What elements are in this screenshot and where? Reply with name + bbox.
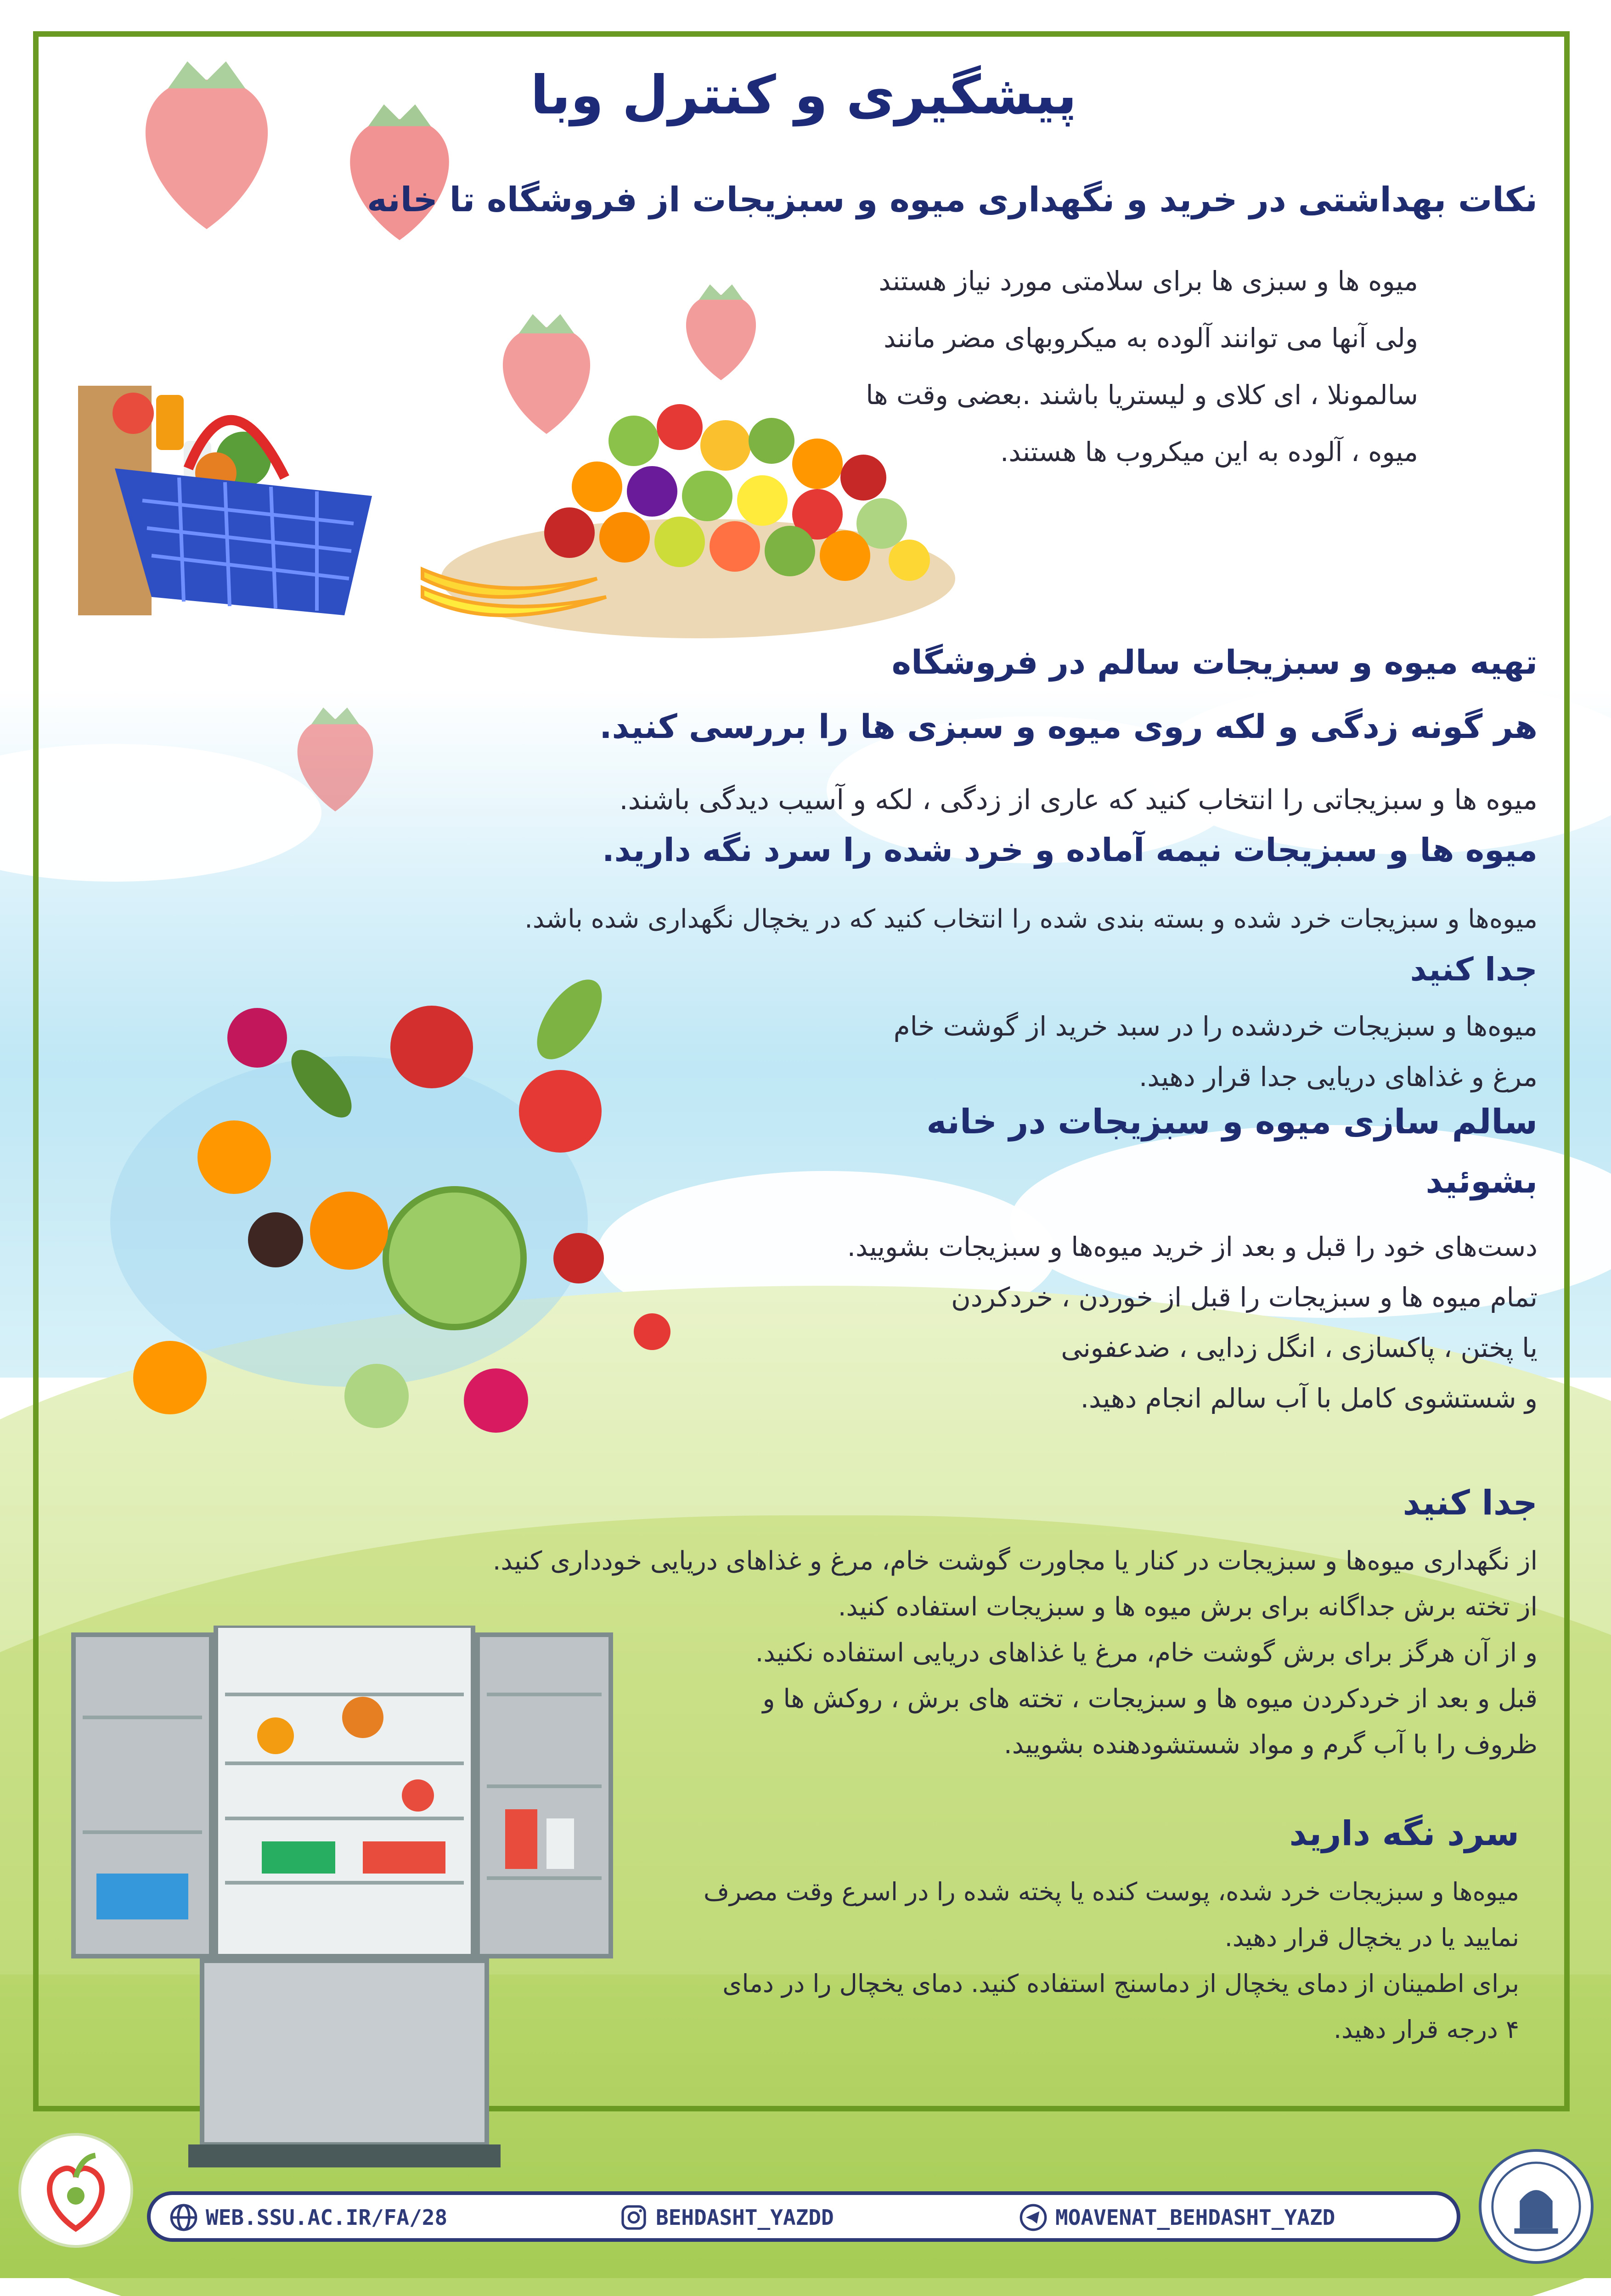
text-line: دست‌های خود را قبل و بعد از خرید میوه‌ها و سبزیجات بشویید. bbox=[847, 1231, 1538, 1262]
university-emblem-logo bbox=[1479, 2149, 1594, 2264]
section2-text-1: میوه ها و سبزیجاتی را انتخاب کنید که عاری از زدگی ، لکه و آسیب دیدگی باشند. bbox=[619, 784, 1538, 816]
page-title: پیشگیری و کنترل وبا bbox=[530, 64, 1077, 126]
section5-subheading: سرد نگه دارید bbox=[1289, 1814, 1519, 1853]
text-line: قبل و بعد از خردکردن میوه ها و سبزیجات ، تخته های برش ، روکش ها و bbox=[762, 1684, 1538, 1714]
text-line: از نگهداری میوه‌ها و سبزیجات در کنار یا مجاورت گوشت خام، مرغ و غذاهای دریایی خودداری کنید. bbox=[492, 1546, 1538, 1576]
section4-text bbox=[389, 1538, 1538, 1768]
fruit-splash-image bbox=[18, 964, 707, 1469]
instagram-icon bbox=[619, 2203, 648, 2232]
section2-subheading-2: میوه ها و سبزیجات نیمه آماده و خرد شده را سرد نگه دارید. bbox=[602, 831, 1538, 869]
text-line: میوه ، آلوده به این میکروب ها هستند. bbox=[1000, 436, 1418, 467]
text-line: مرغ و غذاهای دریایی جدا قرار دهید. bbox=[1138, 1061, 1538, 1092]
text-line: سالمونلا ، ای کلای و لیستریا باشند .بعضی وقت ها bbox=[866, 379, 1418, 411]
website-link[interactable] bbox=[169, 2201, 447, 2234]
text-line: میوه‌ها و سبزیجات خرد شده، پوست کنده یا پخته شده را در اسرع وقت مصرف bbox=[703, 1877, 1519, 1906]
text-line: از تخته برش جداگانه برای برش میوه ها و سبزیجات استفاده کنید. bbox=[838, 1592, 1538, 1622]
section1-text bbox=[775, 253, 1418, 480]
instagram-handle: BEHDASHT_YAZDD bbox=[656, 2205, 834, 2230]
section2-subheading-1: هر گونه زدگی و لکه روی میوه و سبزی ها را بررسی کنید. bbox=[599, 707, 1538, 746]
section3-text bbox=[711, 1221, 1538, 1424]
section3-subheading: بشوئید bbox=[1425, 1162, 1538, 1200]
section4-subheading: جدا کنید bbox=[1403, 1483, 1538, 1523]
telegram-link[interactable] bbox=[1019, 2201, 1335, 2234]
section2-text-2: میوه‌ها و سبزیجات خرد شده و بسته بندی شده را انتخاب کنید که در یخچال نگهداری شده باشد. bbox=[524, 904, 1538, 934]
text-line: میوه ها و سبزی ها برای سلامتی مورد نیاز هستند bbox=[879, 265, 1418, 297]
text-line: برای اطمینان از دمای یخچال از دماسنج استفاده کنید. دمای یخچال را در دمای bbox=[722, 1969, 1519, 1998]
text-line: میوه‌ها و سبزیجات خردشده را در سبد خرید از گوشت خام bbox=[893, 1011, 1538, 1042]
telegram-handle: MOAVENAT_BEHDASHT_YAZD bbox=[1055, 2205, 1335, 2230]
globe-icon bbox=[169, 2203, 198, 2232]
section3-heading: سالم سازی میوه و سبزیجات در خانه bbox=[926, 1102, 1538, 1142]
website-url: WEB.SSU.AC.IR/FA/28 bbox=[206, 2205, 448, 2230]
text-line: ۴ درجه قرار دهید. bbox=[1334, 2015, 1519, 2044]
text-line: نمایید یا در یخچال قرار دهید. bbox=[1224, 1923, 1519, 1952]
text-line: ولی آنها می توانند آلوده به میکروبهای مضر مانند bbox=[884, 322, 1418, 354]
section1-heading: نکات بهداشتی در خرید و نگهداری میوه و سبزیجات از فروشگاه تا خانه bbox=[367, 180, 1538, 219]
section5-text bbox=[647, 1869, 1519, 2053]
section2-heading: تهیه میوه و سبزیجات سالم در فروشگاه bbox=[891, 643, 1538, 681]
section2-subheading-3: جدا کنید bbox=[1410, 951, 1538, 988]
section2-text-3 bbox=[803, 1001, 1538, 1102]
text-line: یا پختن ، پاکسازی ، انگل زدایی ، ضدعفونی bbox=[1061, 1332, 1538, 1363]
instagram-link[interactable] bbox=[619, 2201, 834, 2234]
text-line: و از آن هرگز برای برش گوشت خام، مرغ یا غذاهای دریایی استفاده نکنید. bbox=[755, 1638, 1538, 1668]
text-line: ظروف را با آب گرم و مواد شستشودهنده بشویید. bbox=[1003, 1730, 1538, 1760]
text-line: تمام میوه ها و سبزیجات را قبل از خوردن ، خردکردن bbox=[951, 1282, 1538, 1313]
health-department-logo bbox=[18, 2133, 133, 2248]
shopping-basket-image bbox=[78, 377, 381, 634]
telegram-icon bbox=[1019, 2203, 1048, 2232]
footer-bar bbox=[147, 2191, 1460, 2242]
text-line: و شستشوی کامل با آب سالم انجام دهید. bbox=[1080, 1383, 1538, 1414]
